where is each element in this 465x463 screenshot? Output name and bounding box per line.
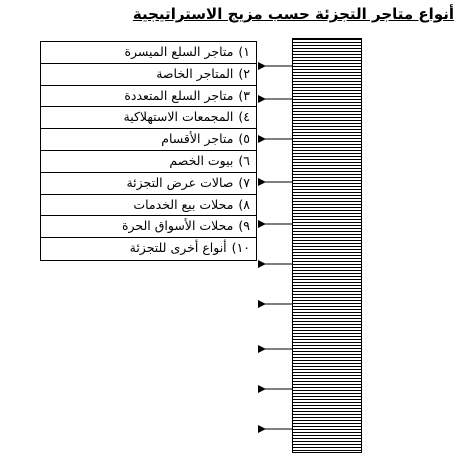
item-label: صالات عرض التجزئة xyxy=(126,174,234,190)
item-number: ٦) xyxy=(238,153,250,168)
item-number: ١٠) xyxy=(231,240,250,256)
item-number: ٣) xyxy=(238,87,250,103)
item-number: ٥) xyxy=(238,131,250,147)
item-label: محلات الأسواق الحرة xyxy=(121,218,234,234)
item-label: المجمعات الاستهلاكية xyxy=(123,109,234,125)
item-label: أنواع أخرى للتجزئة xyxy=(129,240,227,256)
diagram-title: أنواع متاجر التجزئة حسب مزيج الاستراتيجية xyxy=(132,5,454,23)
item-label: بيوت الخصم xyxy=(169,153,234,168)
item-label: متاجر السلع المتعددة xyxy=(124,87,234,103)
item-label: محلات بيع الخدمات xyxy=(133,196,234,212)
item-number: ١) xyxy=(238,44,250,59)
item-label: المتاجر الخاصة xyxy=(156,65,234,81)
item-number: ٢) xyxy=(238,65,250,81)
item-number: ٨) xyxy=(238,196,250,212)
item-label: متاجر السلع الميسرة xyxy=(124,44,234,59)
item-number: ٩) xyxy=(238,218,250,234)
item-number: ٤) xyxy=(238,109,250,125)
item-number: ٧) xyxy=(238,174,250,190)
item-label: متاجر الأقسام xyxy=(161,131,234,147)
